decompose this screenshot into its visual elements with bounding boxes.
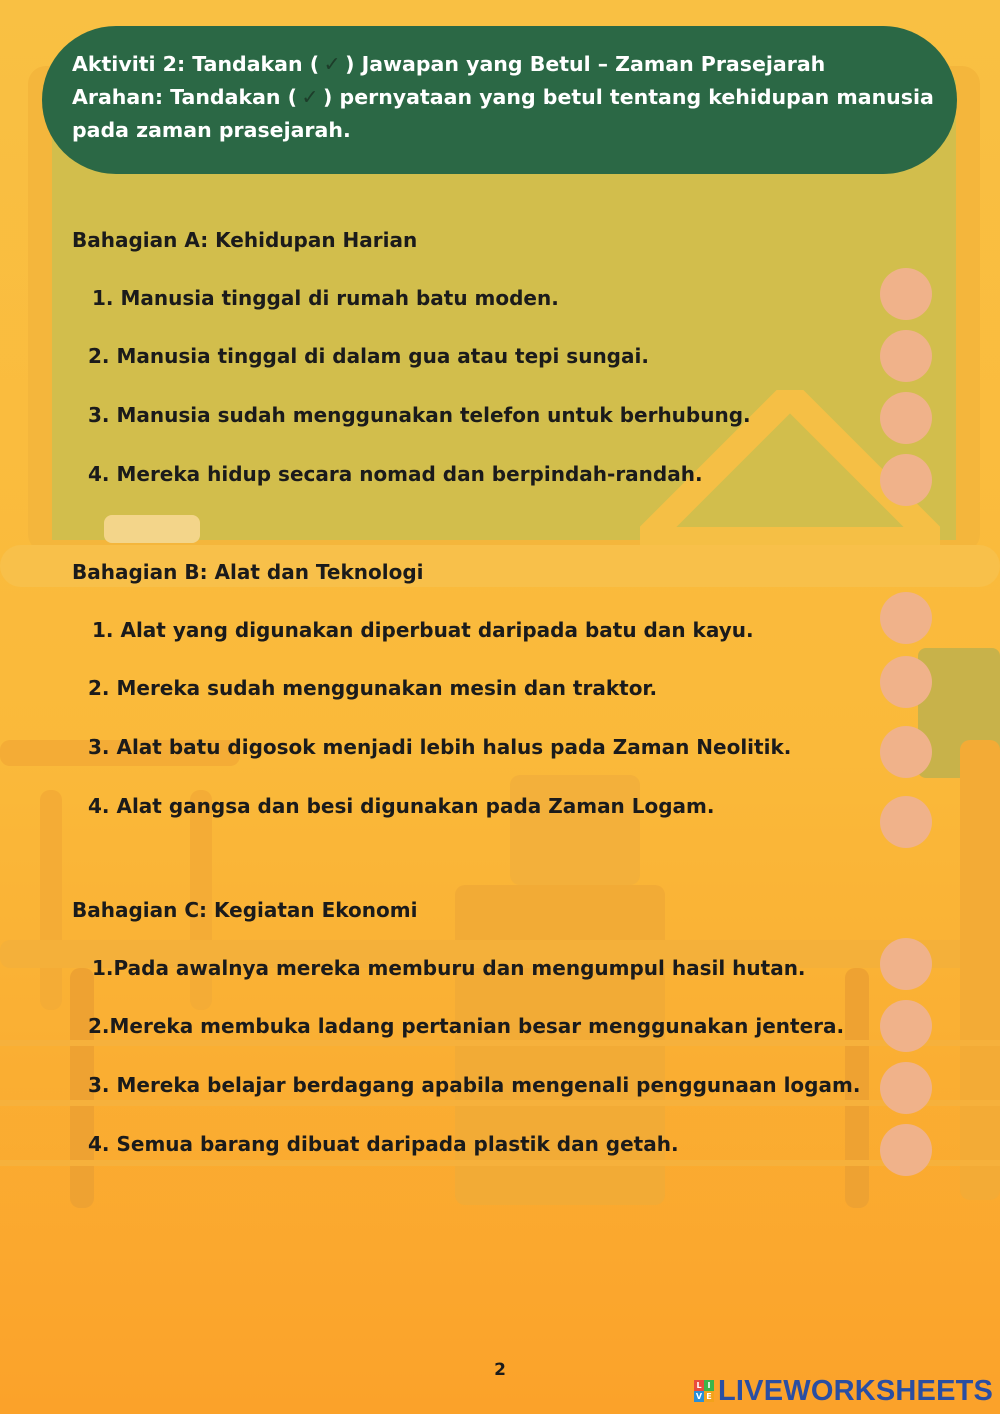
instruction-text-cont: pada zaman prasejarah.: [72, 118, 351, 142]
floor-line: [0, 1100, 1000, 1106]
logo-letter: L: [694, 1380, 704, 1391]
brand-name: LIVEWORKSHEETS: [718, 1374, 994, 1407]
section-title-b: Bahagian B: Alat dan Teknologi: [72, 560, 424, 584]
statement-b3: 3. Alat batu digosok menjadi lebih halus pada Zaman Neolitik.: [88, 735, 792, 759]
answer-checkbox-b1[interactable]: [880, 592, 932, 644]
answer-checkbox-c1[interactable]: [880, 938, 932, 990]
logo-letter: I: [704, 1380, 714, 1391]
checkmark-icon: ✓: [323, 52, 341, 76]
statement-c1: 1.Pada awalnya mereka memburu dan mengumpul hasil hutan.: [92, 956, 806, 980]
answer-checkbox-c4[interactable]: [880, 1124, 932, 1176]
floor-line: [0, 1040, 1000, 1046]
statement-c2: 2.Mereka membuka ladang pertanian besar menggunakan jentera.: [88, 1014, 845, 1038]
statement-c4: 4. Semua barang dibuat daripada plastik dan getah.: [88, 1132, 679, 1156]
answer-checkbox-a1[interactable]: [880, 268, 932, 320]
section-title-a: Bahagian A: Kehidupan Harian: [72, 228, 418, 252]
answer-checkbox-c3[interactable]: [880, 1062, 932, 1114]
activity-header: [42, 26, 957, 174]
section-title-c: Bahagian C: Kegiatan Ekonomi: [72, 898, 418, 922]
statement-b2: 2. Mereka sudah menggunakan mesin dan traktor.: [88, 676, 658, 700]
statement-a2: 2. Manusia tinggal di dalam gua atau tepi sungai.: [88, 344, 649, 368]
answer-checkbox-b2[interactable]: [880, 656, 932, 708]
checkmark-icon: ✓: [301, 85, 319, 109]
background-chair: [510, 775, 640, 885]
activity-title: Aktiviti 2: Tandakan ( ✓ ) Jawapan yang Betul – Zaman Prasejarah: [72, 48, 927, 81]
instruction-text: Arahan: Tandakan ( ✓ ) pernyataan yang betul tentang kehidupan manusia: [72, 81, 927, 114]
board-eraser: [104, 515, 200, 543]
answer-checkbox-c2[interactable]: [880, 1000, 932, 1052]
page-number: 2: [494, 1360, 506, 1380]
background-desk: [960, 740, 1000, 1200]
liveworksheets-logo-icon: [694, 1380, 714, 1402]
statement-c3: 3. Mereka belajar berdagang apabila mengenali penggunaan logam.: [88, 1073, 861, 1097]
statement-a3: 3. Manusia sudah menggunakan telefon untuk berhubung.: [88, 403, 751, 427]
floor-line: [0, 1160, 1000, 1166]
brand-logo: [694, 1374, 993, 1408]
statement-b1: 1. Alat yang digunakan diperbuat daripada batu dan kayu.: [92, 618, 754, 642]
background-desk: [40, 790, 62, 1010]
answer-checkbox-a3[interactable]: [880, 392, 932, 444]
statement-b4: 4. Alat gangsa dan besi digunakan pada Zaman Logam.: [88, 794, 715, 818]
logo-letter: V: [695, 1391, 703, 1401]
answer-checkbox-b4[interactable]: [880, 796, 932, 848]
statement-a4: 4. Mereka hidup secara nomad dan berpindah-randah.: [88, 462, 703, 486]
logo-letter: E: [704, 1391, 714, 1402]
answer-checkbox-b3[interactable]: [880, 726, 932, 778]
answer-checkbox-a4[interactable]: [880, 454, 932, 506]
statement-a1: 1. Manusia tinggal di rumah batu moden.: [92, 286, 559, 310]
answer-checkbox-a2[interactable]: [880, 330, 932, 382]
